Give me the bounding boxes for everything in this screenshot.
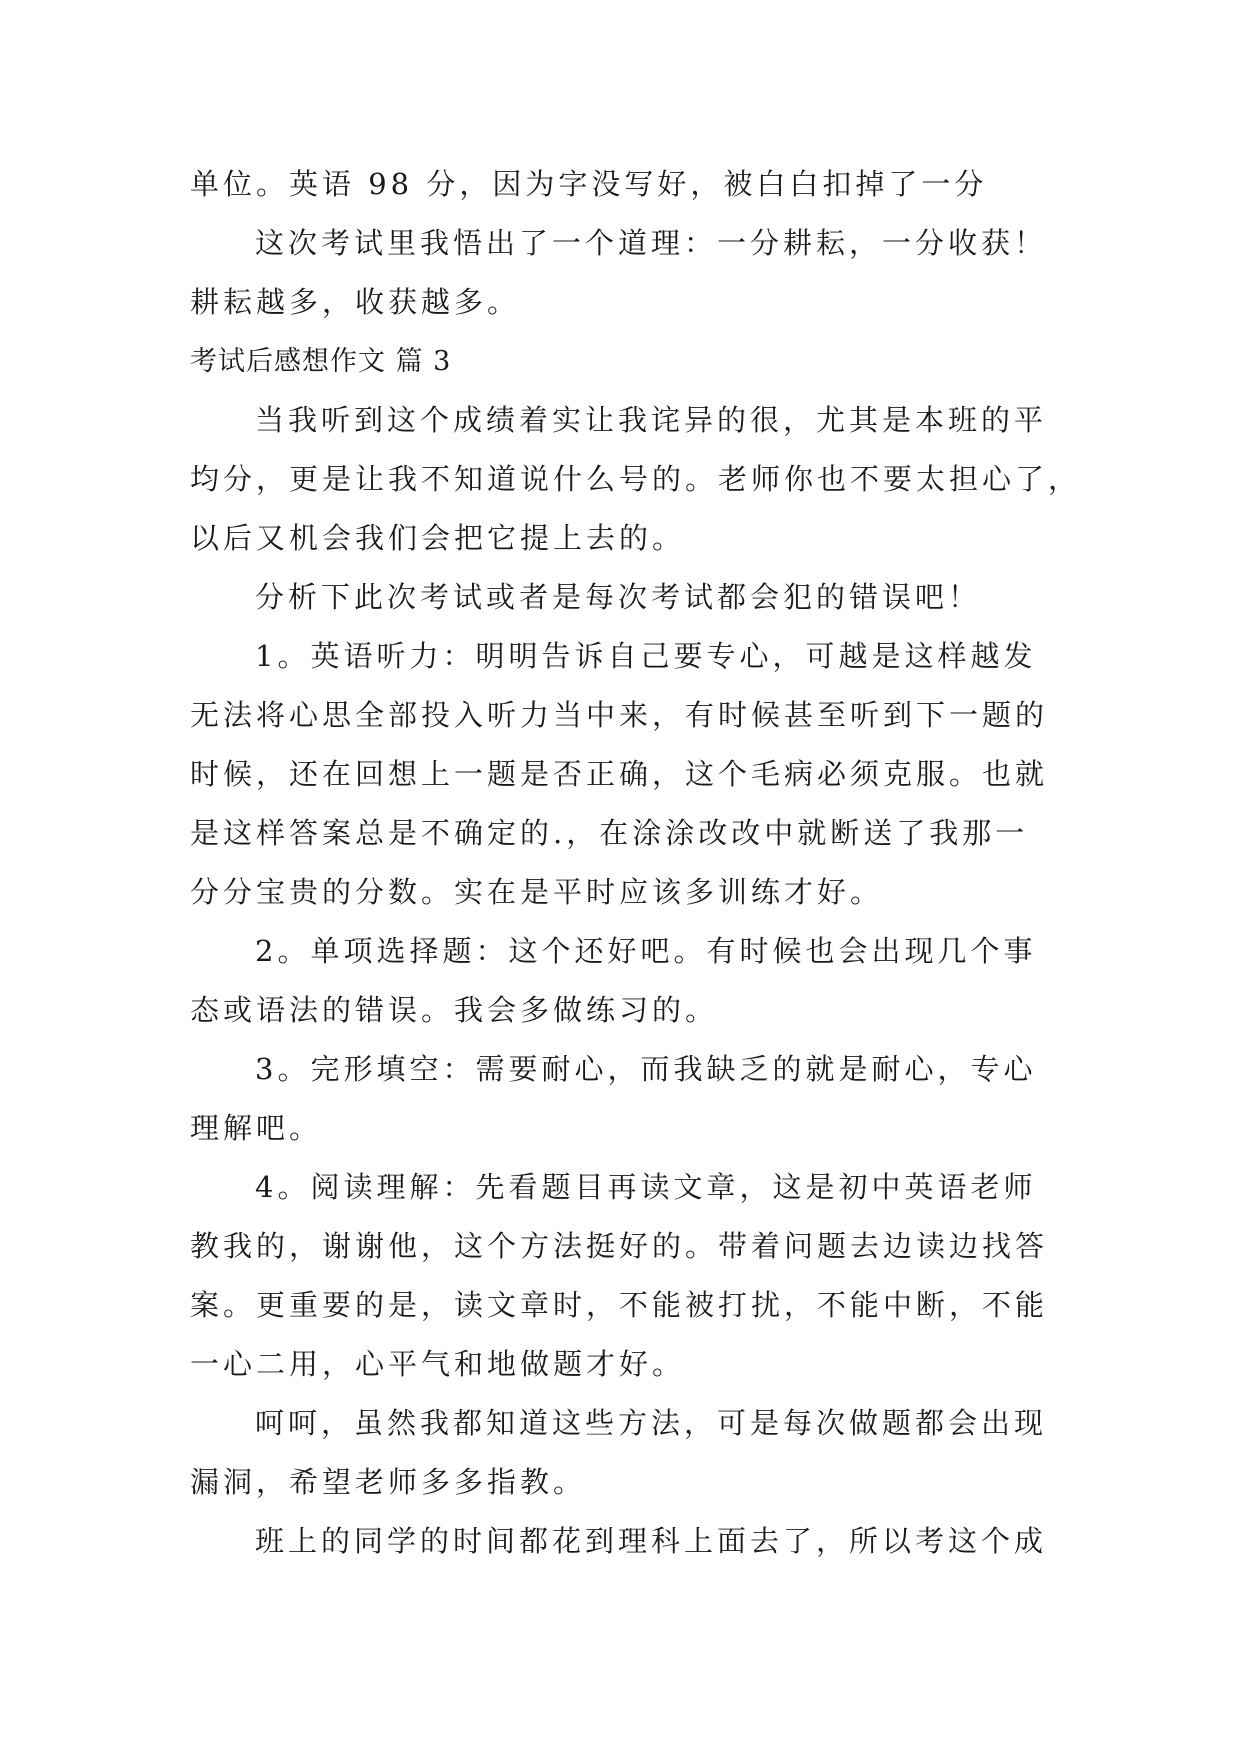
text-line: 漏洞，希望老师多多指教。 [190,1465,587,1499]
text-line: 无法将心思全部投入听力当中来，有时候甚至听到下一题的 [190,698,1049,732]
text-line: 2。单项选择题：这个还好吧。有时候也会出现几个事 [255,934,1037,968]
text-line: 4。阅读理解：先看题目再读文章，这是初中英语老师 [255,1170,1037,1204]
text-line: 耕耘越多，收获越多。 [190,285,521,319]
text-line: 态或语法的错误。我会多做练习的。 [190,993,719,1027]
text-line: 单位。英语 98 分，因为字没写好，被白白扣掉了一分 [190,167,988,201]
text-line: 3。完形填空：需要耐心，而我缺乏的就是耐心，专心 [255,1052,1037,1086]
text-line: 案。更重要的是，读文章时，不能被打扰，不能中断，不能 [190,1288,1049,1322]
text-line: 分分宝贵的分数。实在是平时应该多训练才好。 [190,875,884,909]
text-line: 是这样答案总是不确定的.，在涂涂改改中就断送了我那一 [190,816,1029,850]
text-line: 班上的同学的时间都花到理科上面去了，所以考这个成 [255,1524,1048,1558]
text-line: 教我的，谢谢他，这个方法挺好的。带着问题去边读边找答 [190,1229,1049,1263]
section-heading: 考试后感想作文 篇 3 [190,346,452,377]
text-line: 1。英语听力：明明告诉自己要专心，可越是这样越发 [255,639,1037,673]
text-line: 时候，还在回想上一题是否正确，这个毛病必须克服。也就 [190,757,1049,791]
text-line: 分析下此次考试或者是每次考试都会犯的错误吧！ [255,580,982,614]
text-line: 理解吧。 [190,1111,323,1145]
text-line: 以后又机会我们会把它提上去的。 [190,521,686,555]
text-line: 呵呵，虽然我都知道这些方法，可是每次做题都会出现 [255,1406,1048,1440]
text-line: 一心二用，心平气和地做题才好。 [190,1347,686,1381]
text-line: 这次考试里我悟出了一个道理：一分耕耘，一分收获！ [255,226,1048,260]
text-line: 均分，更是让我不知道说什么号的。老师你也不要太担心了， [190,462,1082,496]
text-line: 当我听到这个成绩着实让我诧异的很，尤其是本班的平 [255,403,1048,437]
document-page [190,155,1082,1571]
